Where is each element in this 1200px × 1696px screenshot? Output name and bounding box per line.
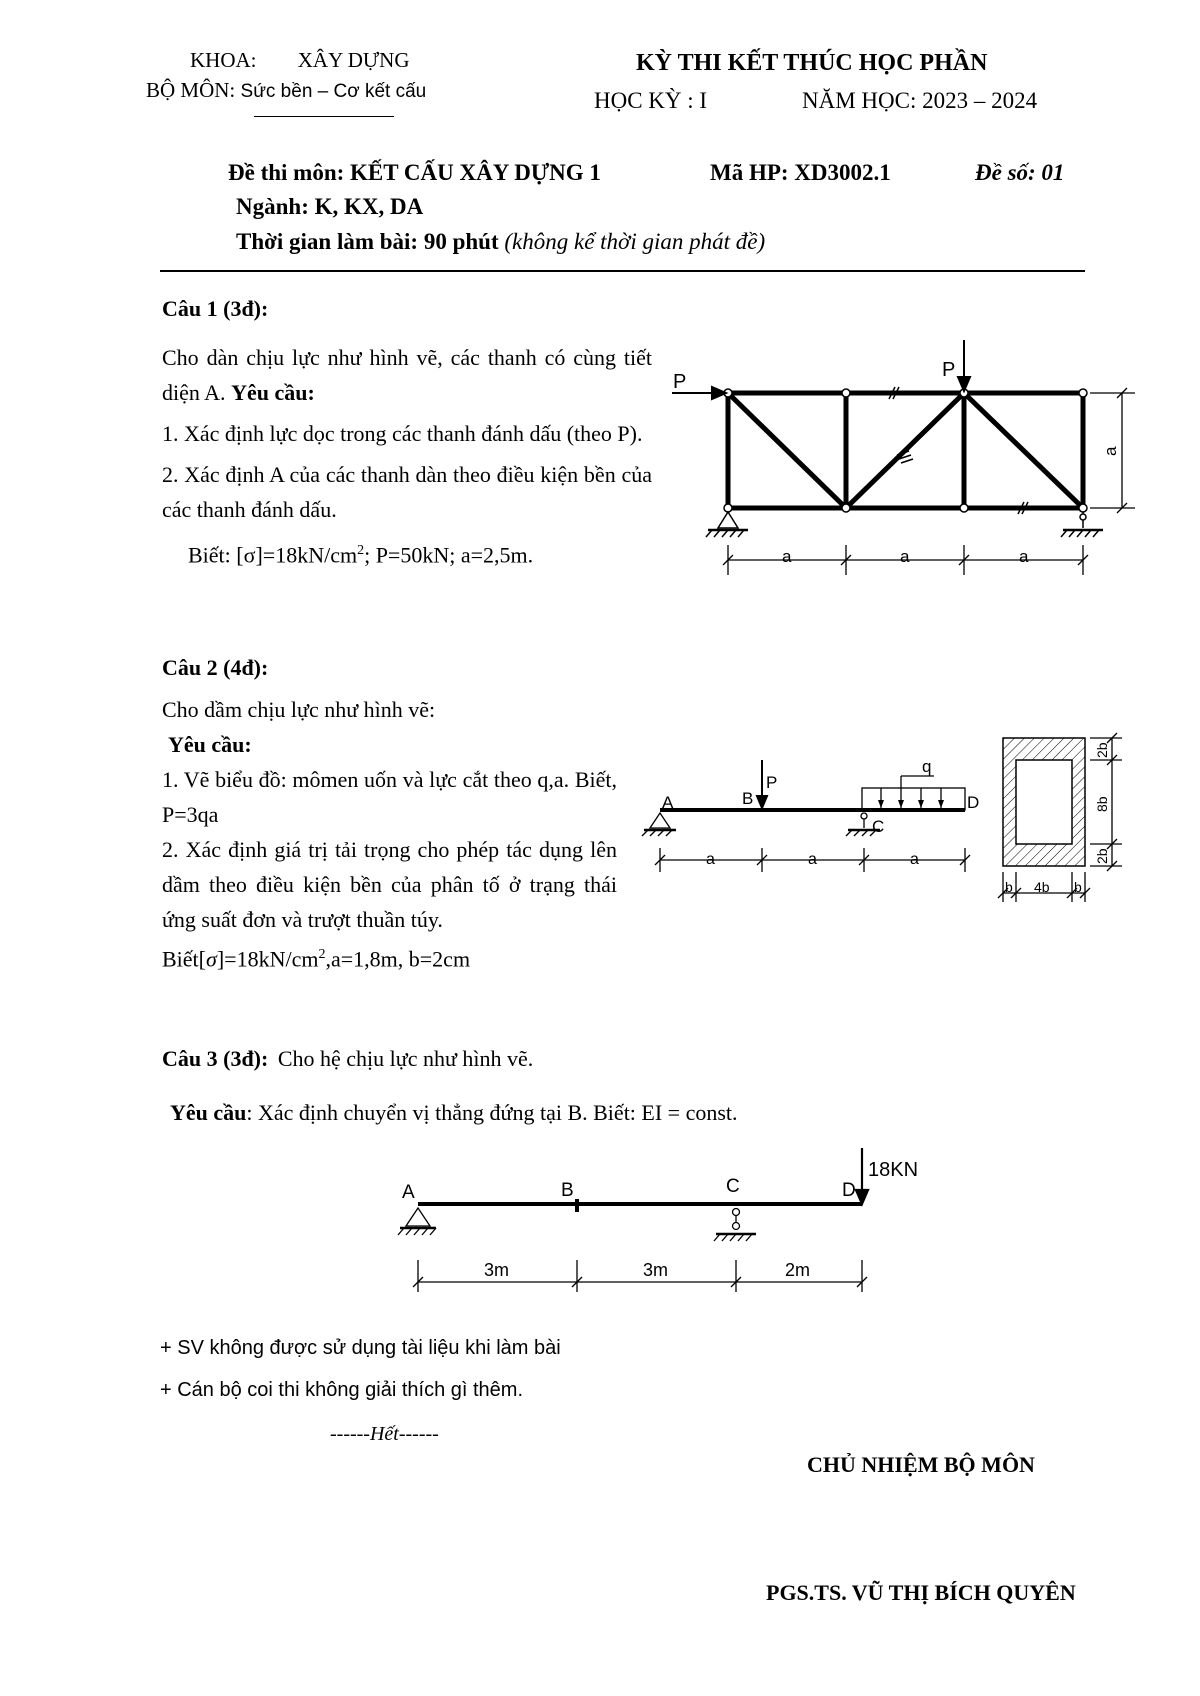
cross-section-figure [990,725,1140,910]
q1-given: Biết: $[\sigma]=18kN/cm^2$; P=50kN; a=2,5m. [188,542,534,568]
exam-time [236,229,765,255]
section-w-right-label: b [1074,879,1082,895]
q2-text [162,692,617,976]
q1-title: Câu 1 (3đ): [162,296,269,321]
exam-subject: Đề thi môn: KẾT CẤU XÂY DỰNG 1 [228,160,601,185]
distributed-load [862,776,965,810]
beam-q2-span-3: a [910,851,919,868]
end-marker: ------Hết------ [330,1423,439,1445]
dept-value: Sức bền – Cơ kết cấu [240,81,427,102]
beam-q3-label-d: D [842,1180,856,1201]
q3-heading [162,1046,533,1072]
semester: HỌC KỲ : I [594,88,708,113]
exam-title: KỲ THI KẾT THÚC HỌC PHẦN [636,50,988,76]
section-bot-label: 2b [1094,848,1110,864]
beam-q2-label-b: B [742,789,754,808]
q1-intro: Cho dàn chịu lực như hình vẽ, các thanh có cùng tiết diện A. [162,345,652,405]
beam-q2-label-d: D [967,793,980,812]
truss-load-left-label: P [673,371,687,393]
faculty-value: XÂY DỰNG [297,48,410,72]
section-mid-label: 8b [1094,796,1110,812]
q2-title: Câu 2 (4đ): [162,655,269,680]
truss-loads [672,340,970,399]
truss-span-2: a [900,547,910,566]
truss-span-3: a [1019,547,1029,566]
beam-q3-span-1: 3m [484,1260,510,1280]
q1-text [162,340,652,572]
beam-q2-label-c: C [872,817,885,836]
q1-item2: 2. Xác định A của các thanh dàn theo điều kiện bền của các thanh đánh dấu. [162,462,652,522]
q3-req-text: : Xác định chuyển vị thẳng đứng tại B. Biết: EI = const. [246,1100,738,1125]
school-year: NĂM HỌC: 2023 – 2024 [802,88,1038,113]
time-label: Thời gian làm bài: 90 phút [236,229,499,254]
q3-requirement [170,1100,738,1126]
q2-intro: Cho dầm chịu lực như hình vẽ: [162,697,436,722]
header-rule [160,270,1085,272]
beam-q2-label-p: P [766,773,778,792]
beam-figure-q2 [640,720,980,880]
exam-number: Đề số: 01 [975,160,1065,185]
note-1: + SV không được sử dụng tài liệu khi làm bài [160,1337,561,1359]
section-top-label: 2b [1094,742,1110,758]
q2-req: Yêu cầu: [168,732,252,757]
q3-title: Câu 3 (3đ): [162,1046,269,1071]
signature-role: CHỦ NHIỆM BỘ MÔN [807,1452,1035,1477]
beam-q3-load-label: 18KN [868,1159,919,1181]
truss-span-1: a [782,547,792,566]
beam-q3-label-a: A [402,1182,415,1203]
q3-req-label: Yêu cầu [170,1100,247,1125]
q2-item2: 2. Xác định giá trị tải trọng cho phép tác dụng lên dầm theo điều kiện bền của phân tố ở trạng thái ứng suất đơn và trượt thuần túy. [162,837,617,932]
exam-code: Mã HP: XD3002.1 [710,160,891,185]
beam-q3-supports [398,1208,756,1241]
point-load-q3 [856,1148,868,1204]
q1-item1: 1. Xác định lực dọc trong các thanh đánh dấu (theo P). [162,421,643,446]
beam-q3-label-c: C [726,1176,740,1197]
faculty-label: KHOA: [190,48,257,72]
truss-supports [706,512,1103,537]
truss-diagonal [964,393,1083,508]
exam-major: Ngành: K, KX, DA [236,194,424,219]
beam-q3-span-2: 3m [643,1260,669,1280]
signature-name: PGS.TS. VŨ THỊ BÍCH QUYÊN [766,1580,1076,1605]
beam-q2-label-a: A [662,793,674,812]
section-w-mid-label: 4b [1034,879,1050,895]
time-note: (không kể thời gian phát đề) [504,229,766,254]
q2-given: $Biết[\sigma]=18kN/cm^2,a=1,8m$, b=2cm [162,946,471,972]
truss-diagonal [728,393,846,508]
header-underline [254,116,394,117]
section-hollow [1016,760,1072,844]
truss-load-top-label: P [942,359,956,381]
q1-req: Yêu cầu: [231,380,315,405]
beam-q2-supports [642,813,880,836]
beam-figure-q3 [390,1140,930,1300]
q2-item1: 1. Vẽ biểu đồ: mômen uốn và lực cắt theo q,a. Biết, P=3qa [162,767,617,827]
note-2: + Cán bộ coi thi không giải thích gì thêm. [160,1379,523,1401]
beam-q3-span-3: 2m [785,1260,811,1280]
section-w-left-label: b [1005,879,1013,895]
beam-q2-label-q: q [922,757,932,776]
beam-q3-label-b: B [561,1180,574,1201]
dept-line [146,78,426,103]
beam-q2-span-2: a [808,851,817,868]
beam-q2-span-1: a [706,851,715,868]
truss-diagonal [846,393,964,508]
faculty-line [190,48,410,73]
member-marks [889,387,1028,514]
truss-figure [665,325,1145,590]
truss-height-label: a [1101,446,1120,456]
dept-label: BỘ MÔN: [146,78,236,102]
q3-intro: Cho hệ chịu lực như hình vẽ. [277,1046,534,1071]
